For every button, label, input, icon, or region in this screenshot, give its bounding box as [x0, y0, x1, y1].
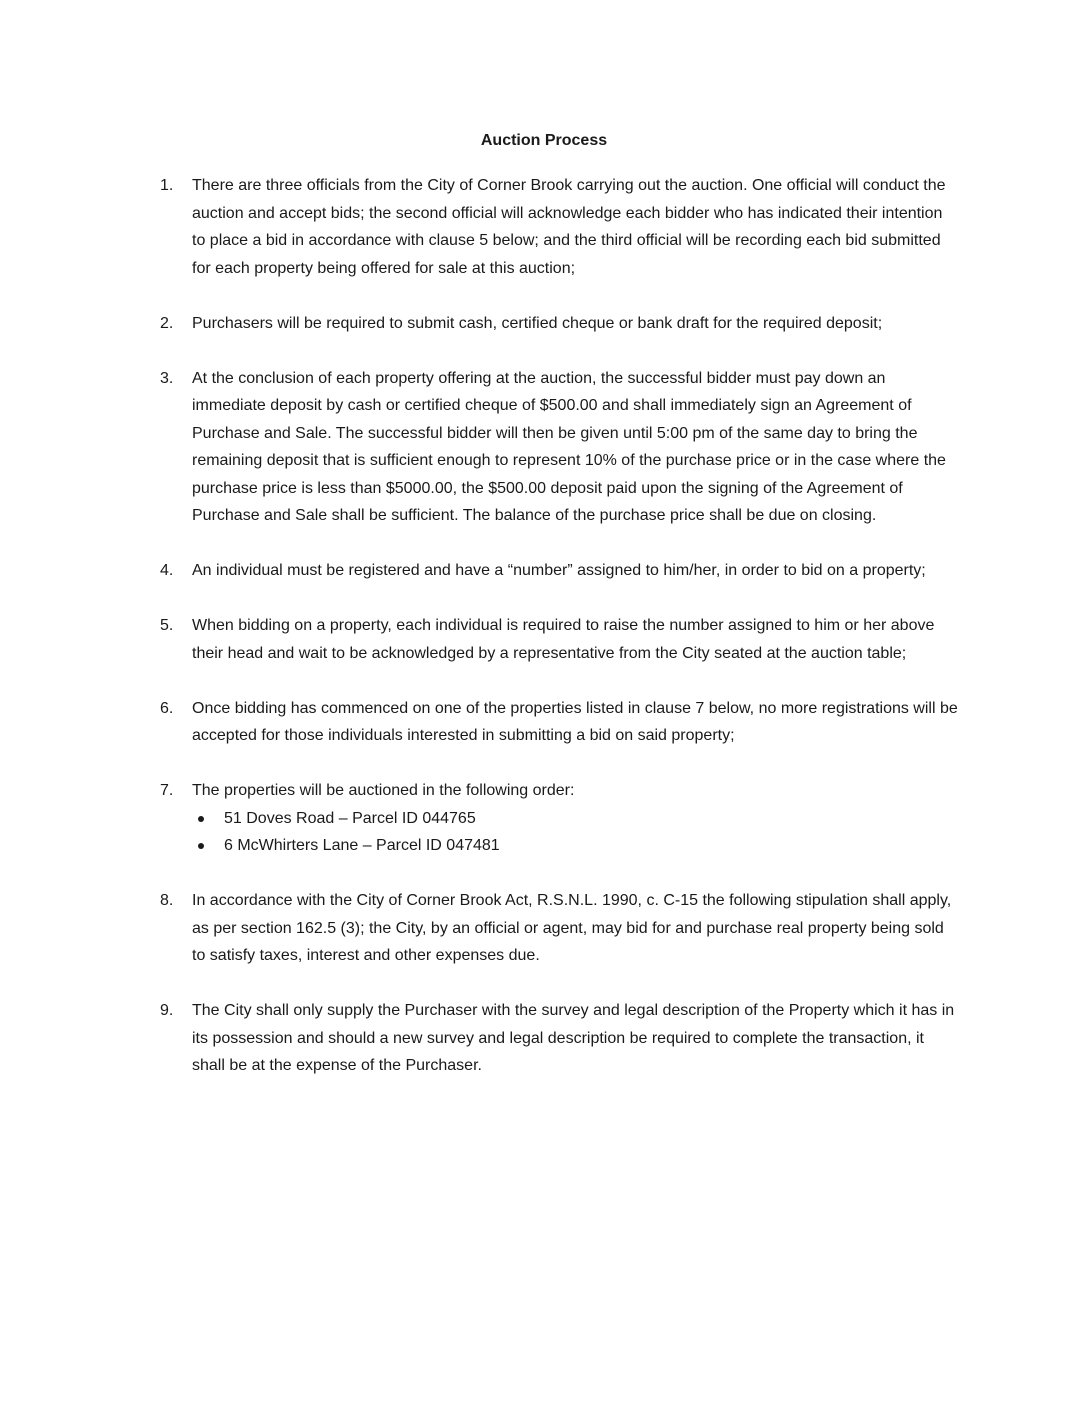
- item-number: 3.: [160, 369, 174, 387]
- document-title: Auction Process: [480, 132, 608, 149]
- item-text: Once bidding has commenced on one of the properties listed in clause 7 below, no more registrations will be accepted for those individuals interested in submitting a bid on said property;: [192, 699, 958, 744]
- item-number: 9.: [160, 1002, 174, 1019]
- property-bullet-text: 51 Doves Road – Parcel ID 044765: [224, 809, 476, 827]
- item-text: There are three officials from the City of Corner Brook carrying out the auction. One official will conduct the auction and accept bids; the second official will acknowledge each bidder who has indicated their intention to place a bid in accordance with clause 5 below; and the third official will be recording each bid submitted for each property being offered for sale at this auction;: [192, 177, 946, 277]
- item-text: When bidding on a property, each individual is required to raise the number assigned to him or her above their head and wait to be acknowledged by a representative from the City seated at the auction table;: [192, 617, 935, 662]
- list-item: [160, 612, 960, 667]
- item-number: 7.: [160, 782, 174, 799]
- item-number: 5.: [160, 617, 174, 634]
- bullet-dot-icon: [198, 816, 204, 822]
- item-text: Purchasers will be required to submit cash, certified cheque or bank draft for the required deposit;: [192, 314, 883, 332]
- item-text: At the conclusion of each property offering at the auction, the successful bidder must pay down an immediate deposit by cash or certified cheque of $500.00 and shall immediately sign an Agreement of Purchase and Sale. The successful bidder will then be given until 5:00 pm of the same day to bring the remaining deposit that is sufficient enough to represent 10% of the purchase price or in the case where the purchase price is less than $5000.00, the $500.00 deposit paid upon the signing of the Agreement of Purchase and Sale shall be sufficient. The balance of the purchase price shall be due on closing.: [192, 369, 946, 524]
- property-bullet-item: [192, 832, 960, 860]
- list-item: [160, 172, 960, 282]
- item-number: 4.: [160, 562, 174, 579]
- list-item: [160, 997, 960, 1080]
- list-item: [160, 887, 960, 970]
- property-bullet-list: [192, 805, 960, 860]
- item-text: In accordance with the City of Corner Brook Act, R.S.N.L. 1990, c. C-15 the following stipulation shall apply, as per section 162.5 (3); the City, by an official or agent, may bid for and purchase real property being sold to satisfy taxes, interest and other expenses due.: [192, 892, 952, 964]
- property-bullet-text: 6 McWhirters Lane – Parcel ID 047481: [224, 837, 500, 854]
- item-text: The City shall only supply the Purchaser with the survey and legal description of the Property which it has in its possession and should a new survey and legal description be required to complete the transaction, it shall be at the expense of the Purchaser.: [192, 1002, 955, 1074]
- item-number: 2.: [160, 314, 174, 332]
- item-text: The properties will be auctioned in the following order:: [192, 782, 575, 799]
- auction-process-list: [160, 172, 960, 1107]
- list-item: [160, 557, 960, 585]
- item-number: 8.: [160, 892, 174, 909]
- list-item: [160, 777, 960, 860]
- item-number: 1.: [160, 177, 174, 194]
- list-item: [160, 695, 960, 750]
- item-text: An individual must be registered and have a “number” assigned to him/her, in order to bid on a property;: [192, 562, 926, 579]
- list-item: [160, 365, 960, 530]
- property-bullet-item: [192, 805, 960, 833]
- item-number: 6.: [160, 699, 174, 717]
- list-item: [160, 310, 960, 338]
- bullet-dot-icon: [198, 843, 204, 849]
